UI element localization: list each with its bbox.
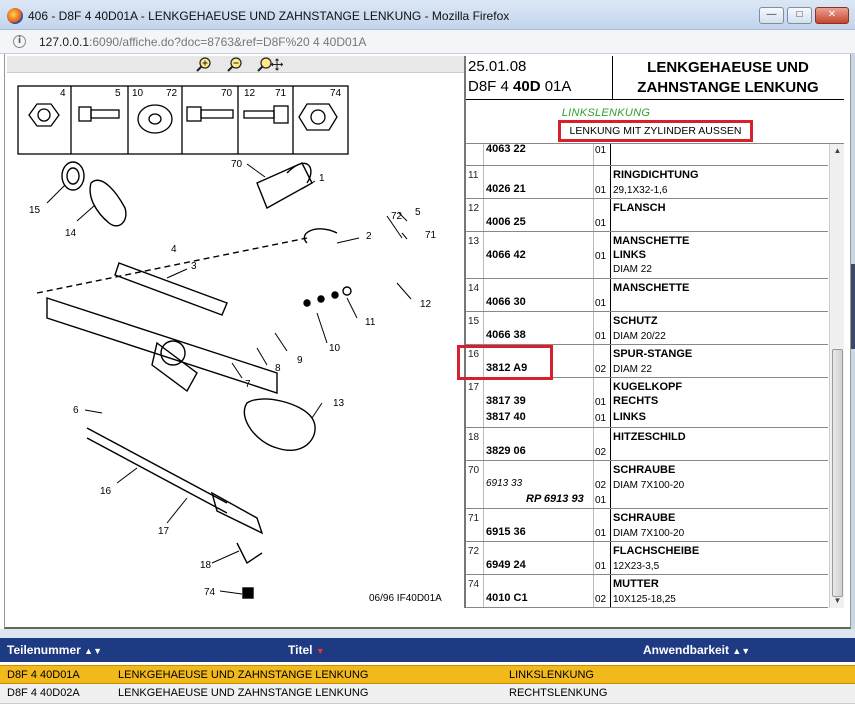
- part-description: RINGDICHTUNG: [613, 169, 699, 181]
- minimize-button[interactable]: —: [759, 7, 784, 24]
- diagram-label: 71: [275, 88, 287, 99]
- part-number[interactable]: 6913 33: [486, 478, 523, 489]
- diagram-callout: 12: [420, 299, 432, 310]
- window-titlebar: [0, 0, 855, 30]
- parts-row[interactable]: [466, 461, 828, 509]
- part-quantity: 02: [595, 364, 607, 375]
- part-quantity: 01: [595, 185, 607, 196]
- part-position: 17: [468, 382, 480, 393]
- part-description: SCHRAUBE: [613, 464, 676, 476]
- diagram-callout: 70: [231, 159, 243, 170]
- parts-row[interactable]: [466, 199, 828, 232]
- parts-row[interactable]: [466, 232, 828, 279]
- part-description: HITZESCHILD: [613, 431, 686, 443]
- diagram-callout: 2: [366, 231, 372, 242]
- part-position: 15: [468, 316, 480, 327]
- diagram-callout: 4: [171, 244, 177, 255]
- parts-row[interactable]: [466, 575, 828, 608]
- diagram-callout: 6: [73, 405, 79, 416]
- col-anwendbarkeit[interactable]: Anwendbarkeit ▲▼: [643, 643, 751, 657]
- part-description: LINKS: [613, 411, 646, 423]
- diagram-callout: 16: [100, 486, 112, 497]
- applicability-sub: LENKUNG MIT ZYLINDER AUSSEN: [558, 120, 753, 142]
- part-quantity: 02: [595, 480, 607, 491]
- part-number[interactable]: 4063 22: [486, 144, 526, 155]
- diagram-callout: 74: [204, 587, 216, 598]
- part-description: 29,1X32-1,6: [613, 185, 668, 196]
- diagram-callout: 9: [297, 355, 303, 366]
- part-quantity: 01: [595, 528, 607, 539]
- applicability-main: LINKSLENKUNG: [561, 107, 651, 119]
- diagram-callout: 10: [329, 343, 341, 354]
- part-quantity: 02: [595, 594, 607, 605]
- part-quantity: 01: [595, 495, 607, 506]
- part-position: 14: [468, 283, 480, 294]
- part-description: DIAM 22: [613, 264, 652, 275]
- doc-reference: D8F 4 40D 01A: [468, 78, 572, 95]
- part-number[interactable]: 3812 A9: [486, 362, 528, 374]
- parts-row[interactable]: [466, 166, 828, 199]
- part-position: 71: [468, 513, 480, 524]
- part-position: 11: [468, 170, 479, 181]
- diagram-label: 4: [60, 88, 66, 99]
- diagram-caption: 06/96 IF40D01A: [369, 593, 442, 604]
- diagram-callout: 5: [415, 207, 421, 218]
- exploded-parts-diagram[interactable]: [7, 73, 464, 623]
- part-description: SPUR-STANGE: [613, 348, 693, 360]
- part-number[interactable]: 4006 25: [486, 216, 526, 228]
- part-description: FLACHSCHEIBE: [613, 545, 700, 557]
- part-description: RECHTS: [613, 395, 659, 407]
- part-description: 12X23-3,5: [613, 561, 660, 572]
- part-description: DIAM 20/22: [613, 331, 666, 342]
- results-table-header: [0, 638, 855, 662]
- window-title: 406 - D8F 4 40D01A - LENKGEHAEUSE UND ZAHNSTANGE LENKUNG - Mozilla Firefox: [28, 9, 510, 23]
- part-description: FLANSCH: [613, 202, 666, 214]
- diagram-callout: 71: [425, 230, 437, 241]
- diagram-callout: 14: [65, 228, 77, 239]
- part-number[interactable]: 3817 40: [486, 411, 526, 423]
- parts-row[interactable]: [466, 428, 828, 461]
- info-icon[interactable]: i: [13, 35, 26, 48]
- address-bar[interactable]: [0, 30, 855, 54]
- part-description: DIAM 7X100-20: [613, 480, 685, 491]
- part-position: 12: [468, 203, 480, 214]
- part-number[interactable]: 4066 42: [486, 249, 526, 261]
- zoom-out-icon[interactable]: [225, 56, 245, 73]
- part-description: SCHRAUBE: [613, 512, 676, 524]
- part-description: MANSCHETTE: [613, 235, 690, 247]
- part-number[interactable]: 3829 06: [486, 445, 526, 457]
- part-description: SCHUTZ: [613, 315, 658, 327]
- part-number[interactable]: 3817 39: [486, 395, 526, 407]
- parts-row[interactable]: [466, 279, 828, 312]
- diagram-callout: 11: [365, 317, 376, 328]
- part-number[interactable]: 4026 21: [486, 183, 526, 195]
- diagram-callout: 18: [200, 560, 212, 571]
- table-row[interactable]: D8F 4 40D02A LENKGEHAEUSE UND ZAHNSTANGE LENKUNG RECHTSLENKUNG: [0, 684, 855, 703]
- diagram-label: 10: [132, 88, 144, 99]
- zoom-in-icon[interactable]: [194, 56, 214, 73]
- doc-title: LENKGEHAEUSE UND ZAHNSTANGE LENKUNG: [637, 59, 819, 96]
- diagram-label: 5: [115, 88, 121, 99]
- diagram-callout: 8: [275, 363, 281, 374]
- part-description: KUGELKOPF: [613, 381, 683, 393]
- part-description: MANSCHETTE: [613, 282, 690, 294]
- maximize-button[interactable]: □: [787, 7, 812, 24]
- sort-icon: ▲▼: [84, 646, 102, 656]
- diagram-callout: 72: [391, 211, 403, 222]
- part-description: LINKS: [613, 249, 646, 261]
- part-position: 74: [468, 579, 480, 590]
- scroll-up-icon[interactable]: ▲: [833, 146, 842, 155]
- diagram-callout: 1: [319, 173, 325, 184]
- table-row[interactable]: D8F 4 40D01A LENKGEHAEUSE UND ZAHNSTANGE LENKUNG LINKSLENKUNG: [0, 665, 855, 684]
- part-quantity: 01: [595, 397, 607, 408]
- parts-scrollbar[interactable]: [829, 144, 844, 608]
- parts-row[interactable]: [466, 542, 828, 575]
- col-titel[interactable]: Titel ▼: [288, 643, 325, 657]
- window-edge: [851, 54, 855, 629]
- zoom-pan-icon[interactable]: [255, 56, 283, 73]
- part-quantity: 01: [595, 298, 607, 309]
- part-description: DIAM 7X100-20: [613, 528, 685, 539]
- pane-gap: [0, 629, 855, 638]
- diagram-callout: 3: [191, 261, 197, 272]
- scroll-down-icon[interactable]: ▼: [833, 596, 842, 605]
- diagram-callout: 13: [333, 398, 345, 409]
- doc-date: 25.01.08: [468, 58, 527, 75]
- document-header: [466, 56, 844, 100]
- zoom-toolbar: [7, 56, 464, 73]
- sort-icon: ▲▼: [732, 646, 751, 656]
- part-quantity: 01: [595, 145, 607, 156]
- part-number[interactable]: 4066 38: [486, 329, 526, 341]
- part-position: 72: [468, 546, 480, 557]
- diagram-label: 12: [244, 88, 256, 99]
- part-description: DIAM 22: [613, 364, 652, 375]
- part-position: 70: [468, 465, 480, 476]
- part-description: 10X125-18,25: [613, 594, 676, 605]
- diagram-label: 72: [166, 88, 178, 99]
- parts-row[interactable]: [466, 144, 828, 166]
- parts-row[interactable]: [466, 312, 828, 345]
- highlight-box: [457, 345, 553, 380]
- part-position: 18: [468, 432, 480, 443]
- part-position: 13: [468, 236, 480, 247]
- diagram-label: 70: [221, 88, 233, 99]
- diagram-callout: 15: [29, 205, 41, 216]
- part-quantity: 01: [595, 218, 607, 229]
- firefox-icon: [7, 8, 23, 24]
- diagram-label: 74: [330, 88, 342, 99]
- part-quantity: 02: [595, 447, 607, 458]
- parts-row[interactable]: [466, 509, 828, 542]
- part-quantity: 01: [595, 561, 607, 572]
- part-quantity: 01: [595, 413, 607, 424]
- part-quantity: 01: [595, 331, 607, 342]
- scroll-thumb[interactable]: [832, 349, 843, 597]
- sort-desc-icon: ▼: [315, 646, 325, 656]
- part-number[interactable]: RP 6913 93: [526, 493, 584, 505]
- part-number[interactable]: 4066 30: [486, 296, 526, 308]
- part-position: 16: [468, 349, 480, 360]
- part-number[interactable]: 6949 24: [486, 559, 526, 571]
- part-number[interactable]: 4010 C1: [486, 592, 528, 604]
- part-number[interactable]: 6915 36: [486, 526, 526, 538]
- diagram-callout: 17: [158, 526, 170, 537]
- col-teilenummer[interactable]: Teilenummer ▲▼: [7, 643, 102, 657]
- diagram-callout: 7: [245, 379, 251, 390]
- url-text[interactable]: 127.0.0.1:6090/affiche.do?doc=8763&ref=D8F%20 4 40D01A: [39, 35, 367, 49]
- close-button[interactable]: ✕: [815, 7, 849, 24]
- part-quantity: 01: [595, 251, 607, 262]
- part-description: MUTTER: [613, 578, 659, 590]
- parts-row[interactable]: [466, 378, 828, 428]
